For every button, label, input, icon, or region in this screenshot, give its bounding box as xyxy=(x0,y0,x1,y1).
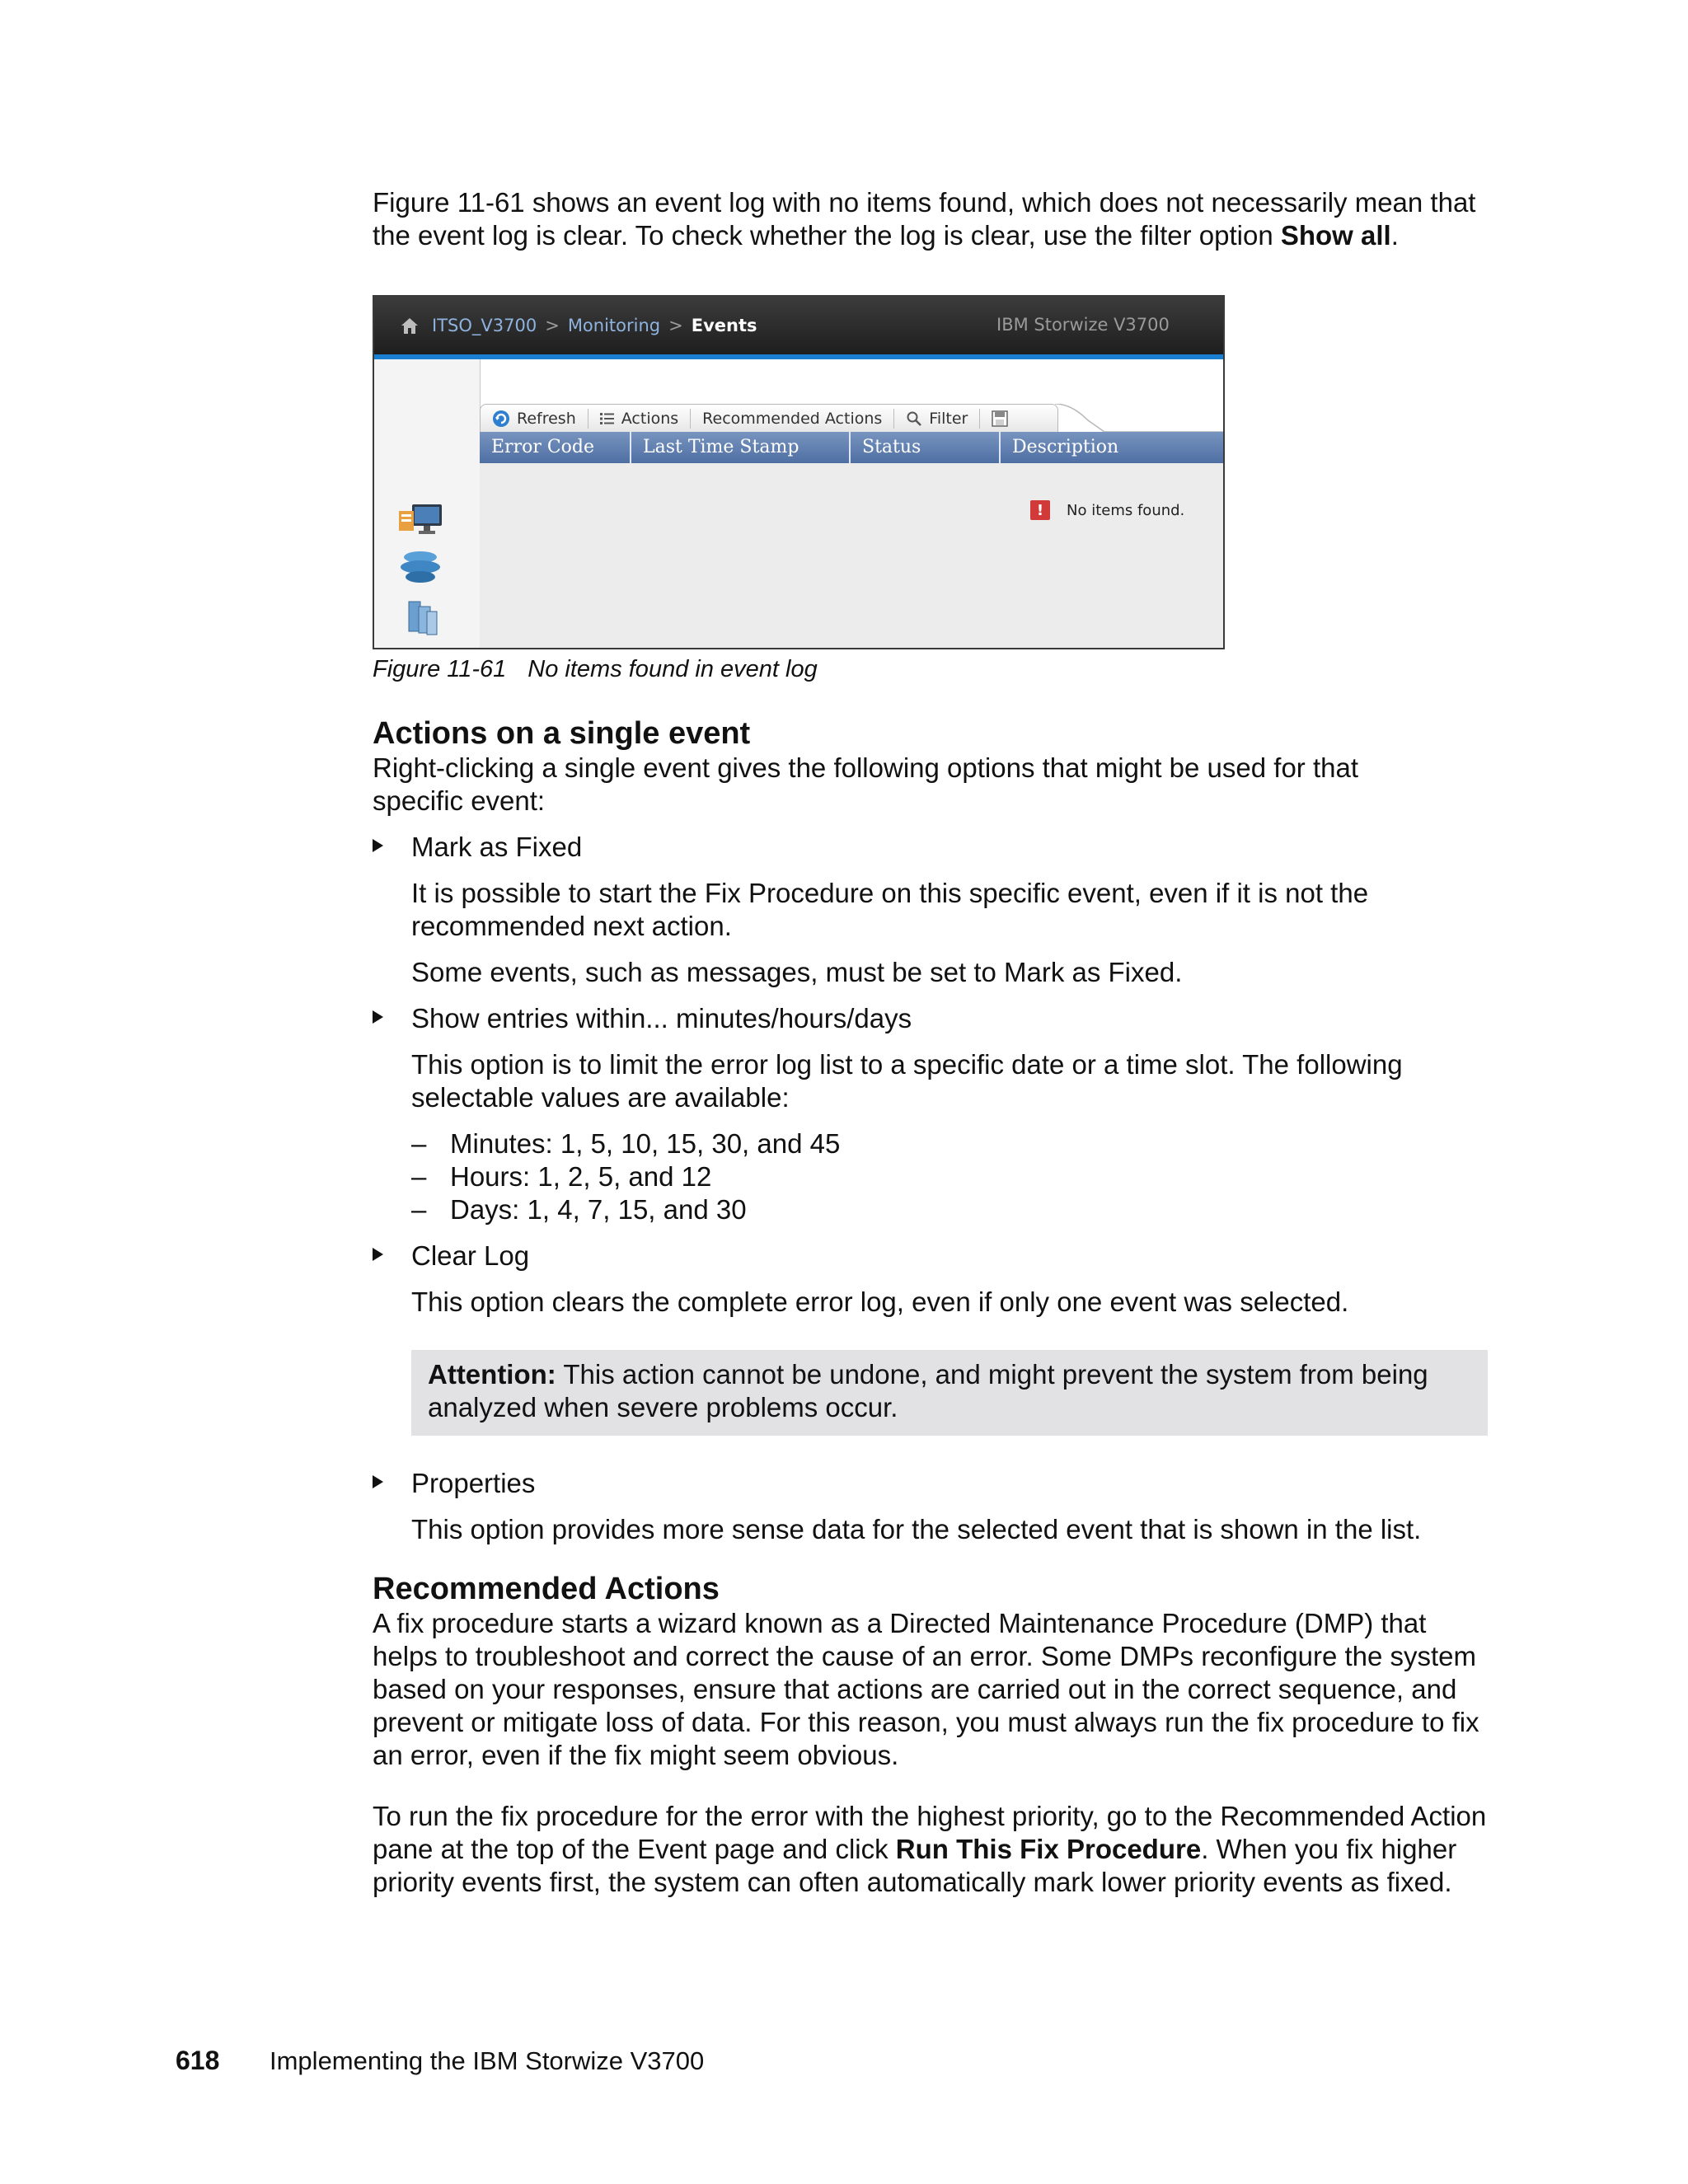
filter-button[interactable] xyxy=(894,409,980,429)
intro-text: Figure 11-61 shows an event log with no items found, which does not necessarily mean that the event log is clear. To check whether the log is clear, use the filter option xyxy=(373,187,1476,251)
option-title: Show entries within... minutes/hours/days xyxy=(411,1003,912,1033)
page-content xyxy=(373,186,1493,1899)
intro-paragraph xyxy=(373,186,1493,252)
no-items-message xyxy=(1030,500,1184,520)
section-heading-actions: Actions on a single event xyxy=(373,716,751,751)
caption-label: Figure 11-61 xyxy=(373,656,507,682)
no-items-text: No items found. xyxy=(1067,501,1185,519)
recommended-actions-button[interactable] xyxy=(691,409,894,429)
section-heading-recommended-actions: Recommended Actions xyxy=(373,1572,720,1606)
list-item: – Minutes: 1, 5, 10, 15, 30, and 45 xyxy=(411,1128,841,1159)
recommended-actions-label: Recommended Actions xyxy=(702,410,883,428)
filter-search-icon xyxy=(906,410,922,427)
option-title: Properties xyxy=(411,1468,536,1498)
column-description[interactable]: Description xyxy=(1012,437,1119,457)
volumes-icon[interactable] xyxy=(394,598,447,638)
value-days: Days: 1, 4, 7, 15, and 30 xyxy=(450,1194,747,1225)
export-button[interactable] xyxy=(980,409,1026,429)
option-description: This option clears the complete error log, even if only one event was selected. xyxy=(411,1286,1349,1317)
product-brand: IBM Storwize V3700 xyxy=(996,315,1170,335)
save-icon xyxy=(992,410,1008,427)
list-item xyxy=(373,831,1493,989)
list-item: – Hours: 1, 2, 5, and 12 xyxy=(411,1161,712,1192)
option-show-entries xyxy=(411,1002,1493,1035)
list-item xyxy=(373,1240,1493,1436)
column-error-code[interactable]: Error Code xyxy=(480,432,631,463)
breadcrumb-separator: > xyxy=(668,316,683,335)
accent-bar xyxy=(374,354,1223,359)
breadcrumb-system[interactable]: ITSO_V3700 xyxy=(432,316,537,335)
figure-caption xyxy=(373,654,1493,684)
actions-label: Actions xyxy=(621,410,679,428)
section2-paragraph-2 xyxy=(373,1800,1493,1899)
attention-label: Attention: xyxy=(428,1359,556,1390)
pools-icon[interactable] xyxy=(394,547,447,587)
event-log-screenshot xyxy=(373,295,1225,649)
attention-note xyxy=(411,1350,1488,1436)
option-title: Clear Log xyxy=(411,1240,530,1271)
option-title: Mark as Fixed xyxy=(411,832,583,862)
para2-bold-run-fix: Run This Fix Procedure xyxy=(895,1834,1202,1864)
value-minutes: Minutes: 1, 5, 10, 15, 30, and 45 xyxy=(450,1128,841,1159)
events-table-header xyxy=(480,432,1223,463)
refresh-button[interactable] xyxy=(481,409,588,429)
error-icon: ! xyxy=(1030,500,1050,520)
actions-menu-button[interactable] xyxy=(588,409,691,429)
option-description: This option provides more sense data for the selected event that is shown in the list. xyxy=(411,1514,1422,1544)
option-properties xyxy=(411,1467,1493,1500)
para2-text: To run the fix procedure for the error with the highest priority, go to the Recommended Action pane at the top of the Event page and click xyxy=(373,1801,1487,1864)
refresh-icon xyxy=(492,410,510,428)
page-footer xyxy=(176,2046,704,2076)
breadcrumb-separator: > xyxy=(545,316,560,335)
option-description: Some events, such as messages, must be set to Mark as Fixed. xyxy=(411,957,1183,987)
option-description: It is possible to start the Fix Procedure on this specific event, even if it is not the recommended next action. xyxy=(411,878,1369,941)
app-header xyxy=(374,297,1223,354)
page-number: 618 xyxy=(176,2046,220,2075)
section2-paragraph-1: A fix procedure starts a wizard known as a Directed Maintenance Procedure (DMP) that helps to troubleshoot and correct the cause of an error. Some DMPs reconfigure the system based on your responses, ensure that actions are carried out in the correct sequence, and prevent or mitigate loss of data. For this reason, you must always run the fix procedure to fix an error, even if the fix might seem obvious. xyxy=(373,1608,1479,1770)
left-navigation-rail xyxy=(374,359,481,648)
option-clear-log xyxy=(411,1240,1493,1272)
attention-text: This action cannot be undone, and might prevent the system from being analyzed when severe problems occur. xyxy=(428,1359,1428,1422)
breadcrumb-monitoring[interactable]: Monitoring xyxy=(567,316,661,335)
refresh-label: Refresh xyxy=(517,410,576,428)
list-item xyxy=(373,1467,1493,1546)
filter-label: Filter xyxy=(929,410,968,428)
monitor-icon[interactable] xyxy=(394,499,447,539)
home-icon[interactable] xyxy=(399,315,420,336)
events-toolbar xyxy=(480,404,1058,433)
option-mark-as-fixed xyxy=(411,831,1493,864)
caption-text: No items found in event log xyxy=(528,656,818,682)
events-table-body xyxy=(480,463,1223,648)
selectable-values-list xyxy=(411,1127,1493,1226)
book-title: Implementing the IBM Storwize V3700 xyxy=(270,2046,705,2075)
list-item: – Days: 1, 4, 7, 15, and 30 xyxy=(411,1194,747,1225)
column-last-time-stamp[interactable]: Last Time Stamp xyxy=(631,432,851,463)
breadcrumb-events: Events xyxy=(691,316,757,335)
intro-bold-show-all: Show all xyxy=(1280,220,1391,251)
intro-end: . xyxy=(1390,220,1399,251)
value-hours: Hours: 1, 2, 5, and 12 xyxy=(450,1161,712,1192)
option-description: This option is to limit the error log list to a specific date or a time slot. The following selectable values are available: xyxy=(411,1049,1403,1113)
section1-intro: Right-clicking a single event gives the following options that might be used for that specific event: xyxy=(373,752,1359,816)
list-item xyxy=(373,1002,1493,1226)
options-list xyxy=(373,831,1493,1546)
para2-end: . When you fix higher priority events first, the system can often automatically mark lower priority events as fixed. xyxy=(373,1834,1457,1897)
actions-list-icon xyxy=(600,412,615,425)
column-status[interactable]: Status xyxy=(851,432,1001,463)
toolbar-tab-edge xyxy=(1055,404,1225,432)
